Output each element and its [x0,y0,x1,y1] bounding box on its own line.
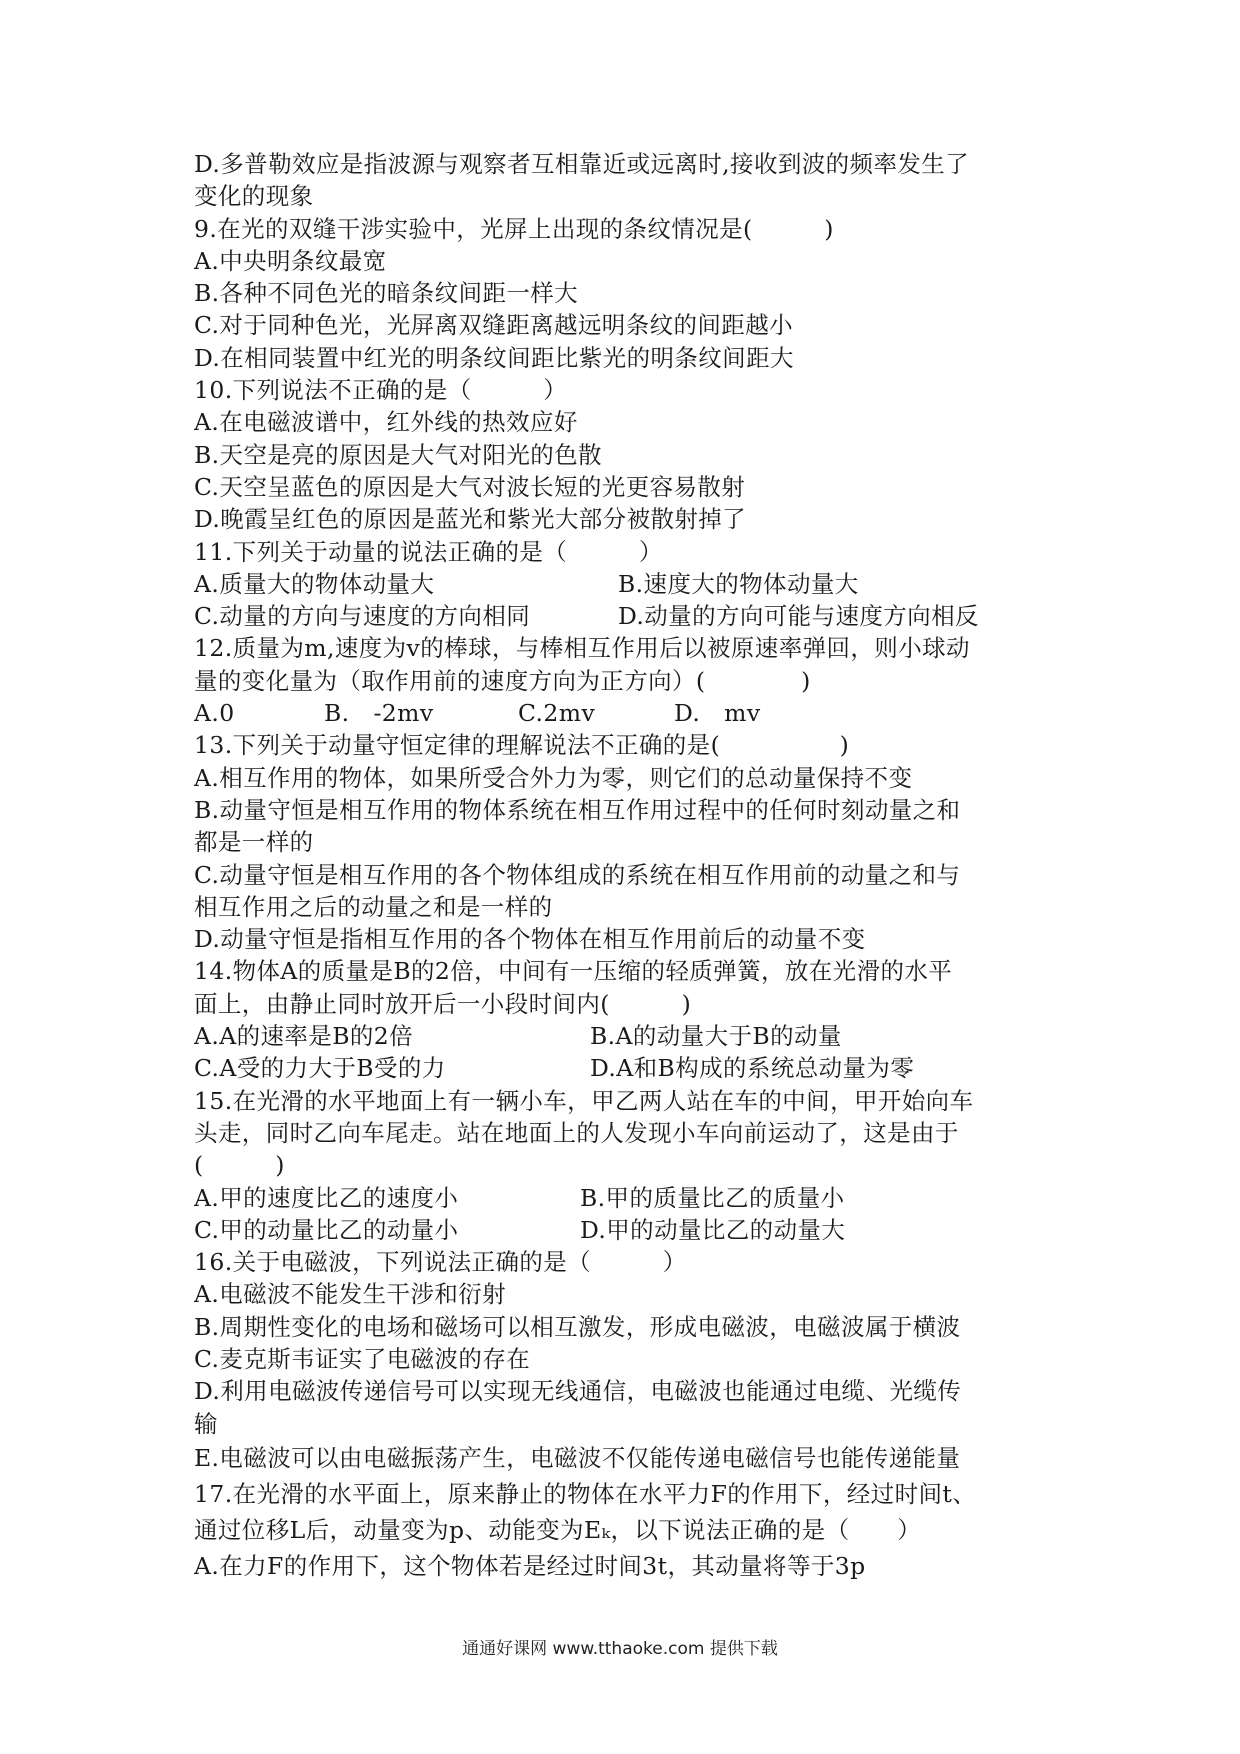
text-line: 都是一样的 [194,828,314,857]
option: B.动量守恒是相互作用的物体系统在相互作用过程中的任何时刻动量之和 [194,795,961,824]
option: D. mv [674,699,761,728]
question-12-stem: 12.质量为m,速度为v的棒球，与棒相互作用后以被原速率弹回，则小球动 [194,634,970,663]
option: B.周期性变化的电场和磁场可以相互激发，形成电磁波，电磁波属于横波 [194,1312,961,1341]
option: A.中央明条纹最宽 [194,246,387,275]
option-row [194,1052,1074,1084]
text-line: 变化的现象 [194,182,314,211]
question-11-stem: 11.下列关于动量的说法正确的是（ ） [194,537,663,566]
option: C.动量的方向与速度的方向相同 [194,602,531,631]
text-line: ( ) [194,1151,285,1180]
question-14-stem: 14.物体A的质量是B的2倍，中间有一压缩的轻质弹簧，放在光滑的水平 [194,957,953,986]
option: D.在相同装置中红光的明条纹间距比紫光的明条纹间距大 [194,343,794,372]
option: D.动量守恒是指相互作用的各个物体在相互作用前后的动量不变 [194,925,866,954]
option: A.电磁波不能发生干涉和衍射 [194,1280,507,1309]
option: A.相互作用的物体，如果所受合外力为零，则它们的总动量保持不变 [194,763,913,792]
option: B.各种不同色光的暗条纹间距一样大 [194,279,579,308]
question-9-stem: 9.在光的双缝干涉实验中，光屏上出现的条纹情况是( ) [194,214,834,243]
option-row [194,568,1074,600]
question-17-stem: 17.在光滑的水平面上，原来静止的物体在水平力F的作用下，经过时间t、 [194,1479,977,1508]
option: B.甲的质量比乙的质量小 [580,1183,845,1212]
option-row [194,1182,1074,1214]
option: A.A的速率是B的2倍 [194,1022,414,1051]
option-row [194,697,1074,729]
option: A.质量大的物体动量大 [194,569,435,598]
option-row [194,600,1074,632]
option: A.在电磁波谱中，红外线的热效应好 [194,408,578,437]
option: B. -2mv [324,699,434,728]
option: E.电磁波可以由电磁振荡产生，电磁波不仅能传递电磁信号也能传递能量 [194,1443,961,1472]
option: C.甲的动量比乙的动量小 [194,1215,459,1244]
text-line: D.多普勒效应是指波源与观察者互相靠近或远离时,接收到波的频率发生了 [194,150,970,178]
option: C.A受的力大于B受的力 [194,1054,446,1083]
text-line: 输 [194,1409,218,1438]
option: C.天空呈蓝色的原因是大气对波长短的光更容易散射 [194,472,746,501]
question-16-stem: 16.关于电磁波，下列说法正确的是（ ） [194,1248,687,1277]
option: A.0 [194,699,235,728]
option: D.晚霞呈红色的原因是蓝光和紫光大部分被散射掉了 [194,505,747,534]
question-13-stem: 13.下列关于动量守恒定律的理解说法不正确的是( ) [194,731,850,760]
question-15-stem: 15.在光滑的水平地面上有一辆小车，甲乙两人站在车的中间，甲开始向车 [194,1086,974,1115]
option: B.速度大的物体动量大 [618,569,859,598]
text-line: 相互作用之后的动量之和是一样的 [194,892,553,921]
option: C.对于同种色光，光屏离双缝距离越远明条纹的间距越小 [194,311,794,340]
option: D.甲的动量比乙的动量大 [580,1215,846,1244]
option: C.2mv [518,699,596,728]
text-line: 头走，同时乙向车尾走。站在地面上的人发现小车向前运动了，这是由于 [194,1118,959,1147]
text-line: 通过位移L后，动量变为p、动能变为Eₖ，以下说法正确的是（ ） [194,1515,922,1544]
text-line: 面上，由静止同时放开后一小段时间内( ) [194,989,692,1018]
footer-credit: 通通好课网 www.tthaoke.com 提供下载 [462,1639,778,1659]
option: C.动量守恒是相互作用的各个物体组成的系统在相互作用前的动量之和与 [194,860,961,889]
option: A.在力F的作用下，这个物体若是经过时间3t，其动量将等于3p [194,1551,866,1580]
option-row [194,1214,1074,1246]
option: B.天空是亮的原因是大气对阳光的色散 [194,440,602,469]
option: D.A和B构成的系统总动量为零 [590,1054,915,1083]
question-10-stem: 10.下列说法不正确的是（ ） [194,376,568,405]
option-row [194,1020,1074,1052]
option: A.甲的速度比乙的速度小 [194,1183,459,1212]
exam-page-content [194,148,1074,1584]
option: D.利用电磁波传递信号可以实现无线通信，电磁波也能通过电缆、光缆传 [194,1377,962,1406]
text-line: 量的变化量为（取作用前的速度方向为正方向）( ) [194,666,811,695]
option: B.A的动量大于B的动量 [590,1022,842,1051]
option: D.动量的方向可能与速度方向相反 [618,602,979,631]
option: C.麦克斯韦证实了电磁波的存在 [194,1344,531,1373]
